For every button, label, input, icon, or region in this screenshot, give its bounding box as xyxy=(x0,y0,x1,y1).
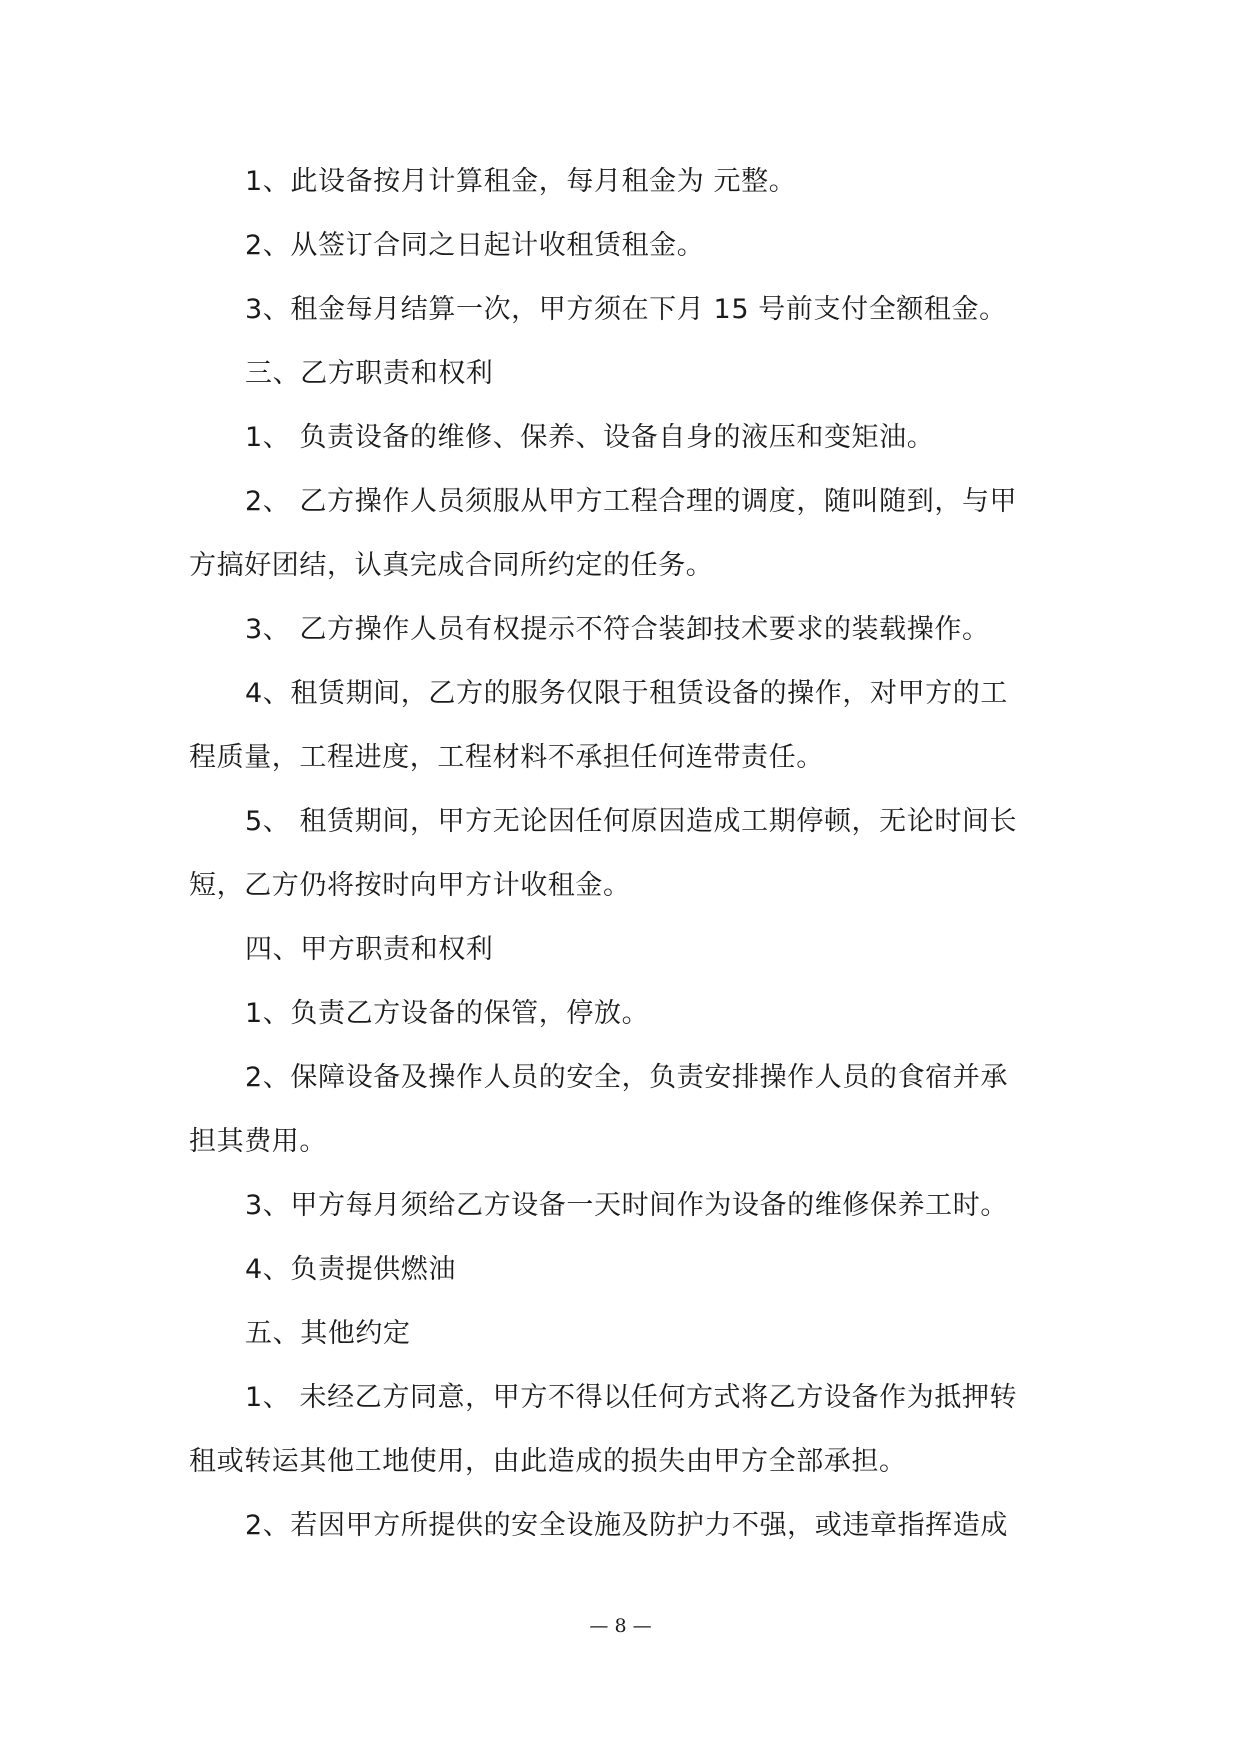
clause-rent-monthly: 1、此设备按月计算租金，每月租金为 元整。 xyxy=(245,166,797,197)
section-heading-party-b: 三、乙方职责和权利 xyxy=(245,358,494,389)
clause-a-safety: 2、保障设备及操作人员的安全，负责安排操作人员的食宿并承 xyxy=(245,1062,1008,1093)
clause-a-safety-cont: 担其费用。 xyxy=(189,1126,327,1157)
clause-b-maintenance: 1、 负责设备的维修、保养、设备自身的液压和变矩油。 xyxy=(245,422,935,453)
clause-other-sublease-cont: 租或转运其他工地使用，由此造成的损失由甲方全部承担。 xyxy=(189,1446,907,1477)
clause-b-stoppage: 5、 租赁期间，甲方无论因任何原因造成工期停顿，无论时间长 xyxy=(245,806,1018,837)
clause-rent-start: 2、从签订合同之日起计收租赁租金。 xyxy=(245,230,705,261)
clause-a-custody: 1、负责乙方设备的保管，停放。 xyxy=(245,998,650,1029)
clause-b-dispatch-cont: 方搞好团结，认真完成合同所约定的任务。 xyxy=(189,550,714,581)
clause-rent-settlement: 3、租金每月结算一次，甲方须在下月 15 号前支付全额租金。 xyxy=(245,294,1007,325)
clause-other-sublease: 1、 未经乙方同意，甲方不得以任何方式将乙方设备作为抵押转 xyxy=(245,1382,1018,1413)
clause-a-maintenance-time: 3、甲方每月须给乙方设备一天时间作为设备的维修保养工时。 xyxy=(245,1190,1008,1221)
clause-b-service-scope: 4、租赁期间，乙方的服务仅限于租赁设备的操作，对甲方的工 xyxy=(245,678,1008,709)
clause-b-stoppage-cont: 短，乙方仍将按时向甲方计收租金。 xyxy=(189,870,631,901)
clause-other-safety: 2、若因甲方所提供的安全设施及防护力不强，或违章指挥造成 xyxy=(245,1510,1008,1541)
clause-b-operation: 3、 乙方操作人员有权提示不符合装卸技术要求的装载操作。 xyxy=(245,614,990,645)
clause-a-fuel: 4、负责提供燃油 xyxy=(245,1254,456,1285)
clause-b-dispatch: 2、 乙方操作人员须服从甲方工程合理的调度，随叫随到，与甲 xyxy=(245,486,1018,517)
section-heading-other: 五、其他约定 xyxy=(245,1318,411,1349)
clause-b-service-scope-cont: 程质量，工程进度，工程材料不承担任何连带责任。 xyxy=(189,742,824,773)
section-heading-party-a: 四、甲方职责和权利 xyxy=(245,934,494,965)
page-number: — 8 — xyxy=(589,1615,652,1637)
